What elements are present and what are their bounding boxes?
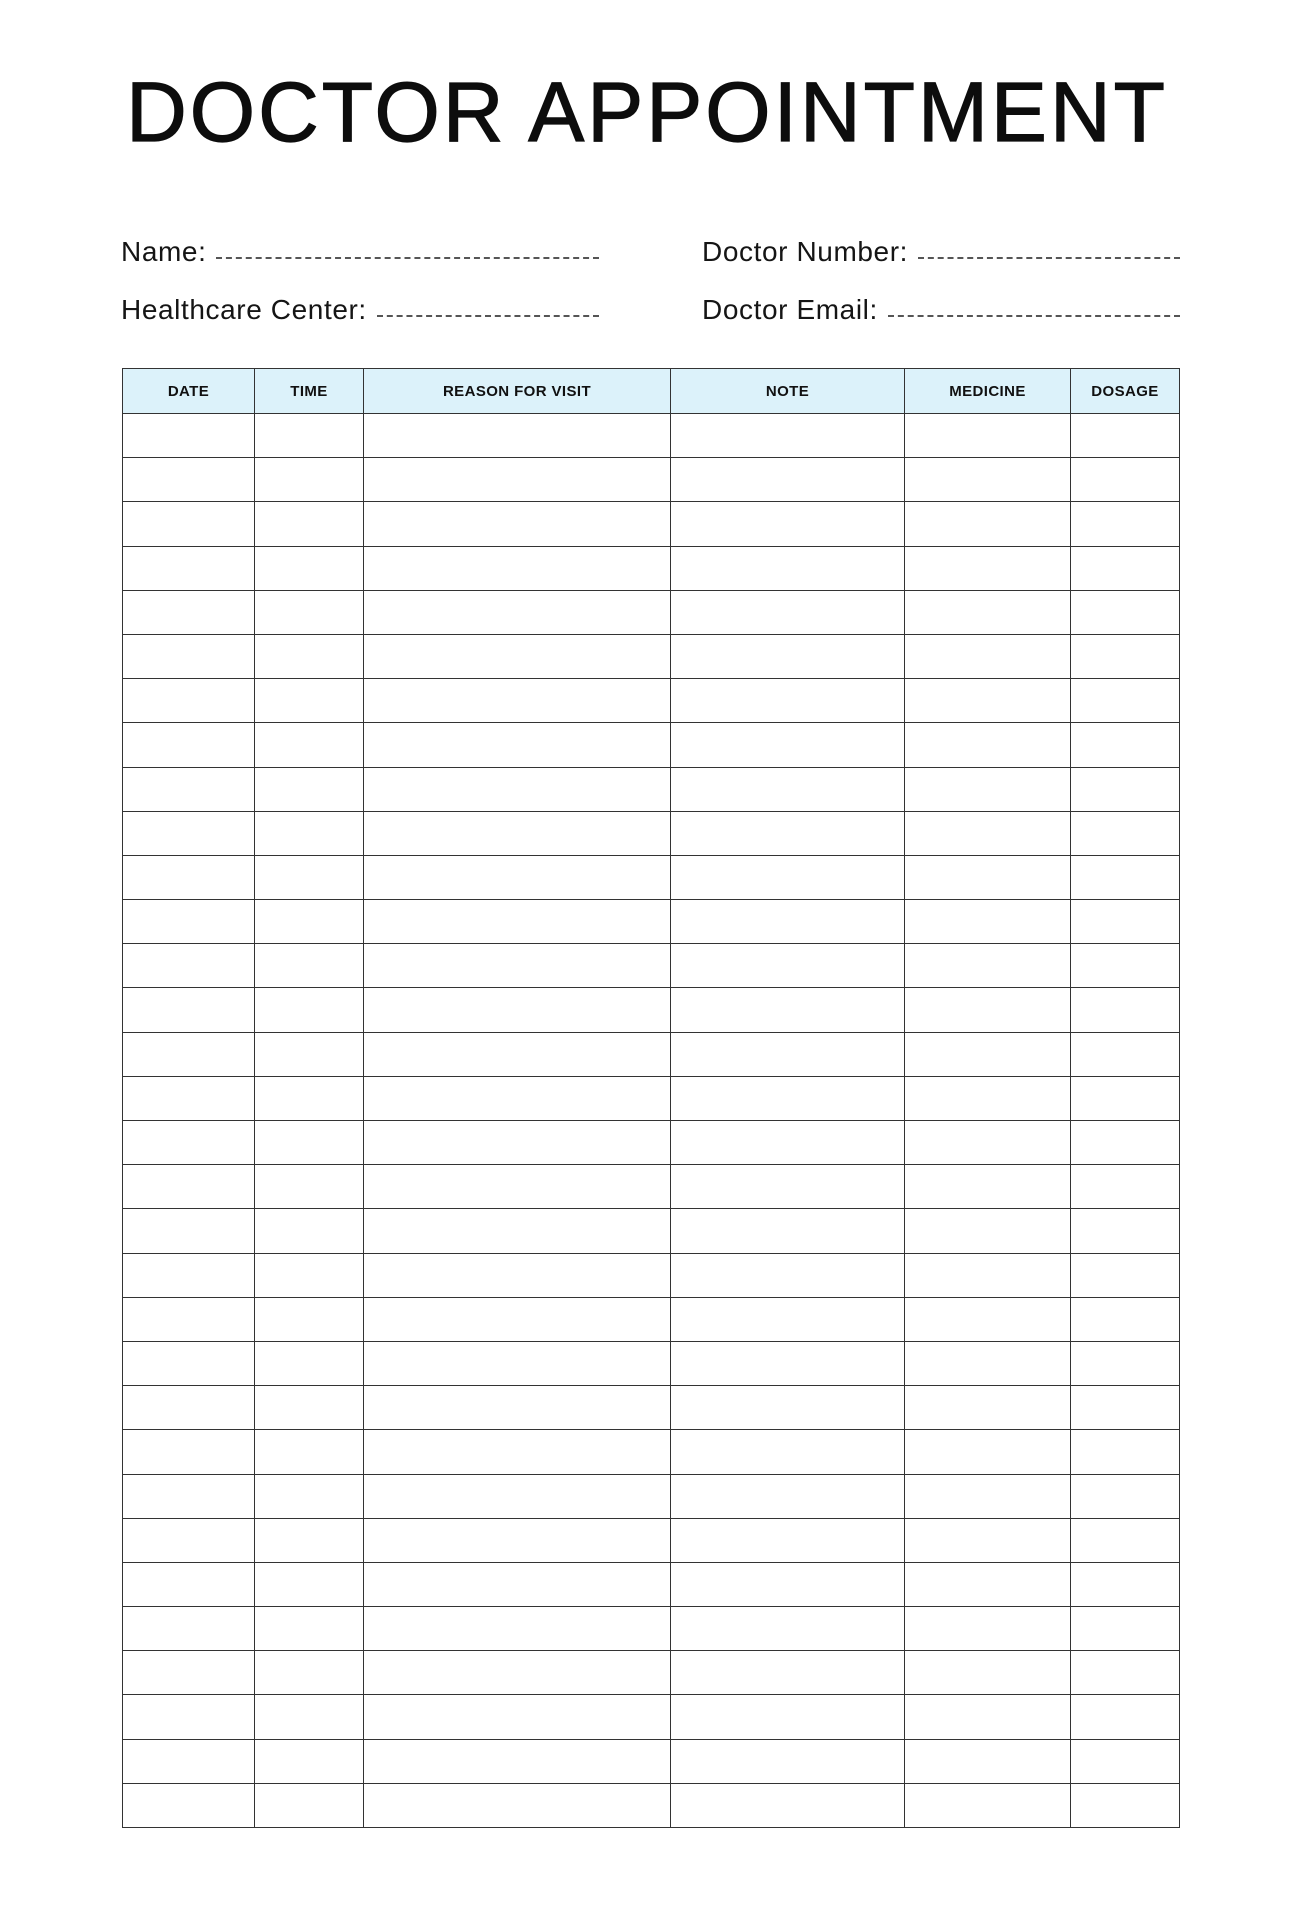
cell-note[interactable] bbox=[671, 1297, 905, 1341]
cell-reason[interactable] bbox=[364, 1032, 671, 1076]
cell-date[interactable] bbox=[123, 900, 255, 944]
cell-reason[interactable] bbox=[364, 1739, 671, 1783]
cell-dosage[interactable] bbox=[1071, 988, 1180, 1032]
cell-reason[interactable] bbox=[364, 679, 671, 723]
cell-date[interactable] bbox=[123, 1121, 255, 1165]
cell-reason[interactable] bbox=[364, 414, 671, 458]
cell-note[interactable] bbox=[671, 590, 905, 634]
table-row bbox=[123, 767, 1180, 811]
cell-medicine[interactable] bbox=[905, 1341, 1071, 1385]
cell-time[interactable] bbox=[255, 1651, 364, 1695]
cell-date[interactable] bbox=[123, 1562, 255, 1606]
doctor-email-input-line[interactable] bbox=[888, 314, 1180, 317]
table-row bbox=[123, 414, 1180, 458]
cell-note[interactable] bbox=[671, 1474, 905, 1518]
cell-note[interactable] bbox=[671, 502, 905, 546]
cell-time[interactable] bbox=[255, 1165, 364, 1209]
cell-dosage[interactable] bbox=[1071, 1386, 1180, 1430]
cell-note[interactable] bbox=[671, 1165, 905, 1209]
cell-note[interactable] bbox=[671, 1518, 905, 1562]
cell-medicine[interactable] bbox=[905, 634, 1071, 678]
cell-medicine[interactable] bbox=[905, 900, 1071, 944]
cell-reason[interactable] bbox=[364, 1297, 671, 1341]
cell-time[interactable] bbox=[255, 1562, 364, 1606]
cell-medicine[interactable] bbox=[905, 590, 1071, 634]
cell-date[interactable] bbox=[123, 1076, 255, 1120]
page-title: DOCTOR APPOINTMENT bbox=[126, 65, 1168, 159]
cell-note[interactable] bbox=[671, 1253, 905, 1297]
cell-date[interactable] bbox=[123, 1165, 255, 1209]
cell-medicine[interactable] bbox=[905, 1297, 1071, 1341]
cell-reason[interactable] bbox=[364, 590, 671, 634]
appointment-table bbox=[122, 368, 1180, 1828]
column-header-reason: REASON FOR VISIT bbox=[364, 369, 671, 414]
table-row bbox=[123, 944, 1180, 988]
cell-time[interactable] bbox=[255, 1253, 364, 1297]
cell-medicine[interactable] bbox=[905, 1253, 1071, 1297]
cell-dosage[interactable] bbox=[1071, 900, 1180, 944]
cell-medicine[interactable] bbox=[905, 944, 1071, 988]
table-row bbox=[123, 1032, 1180, 1076]
cell-date[interactable] bbox=[123, 1253, 255, 1297]
cell-date[interactable] bbox=[123, 634, 255, 678]
cell-time[interactable] bbox=[255, 944, 364, 988]
table-row bbox=[123, 1297, 1180, 1341]
cell-time[interactable] bbox=[255, 1032, 364, 1076]
cell-time[interactable] bbox=[255, 1695, 364, 1739]
table-row bbox=[123, 1651, 1180, 1695]
name-field[interactable] bbox=[121, 236, 599, 268]
cell-medicine[interactable] bbox=[905, 988, 1071, 1032]
cell-time[interactable] bbox=[255, 723, 364, 767]
cell-time[interactable] bbox=[255, 1209, 364, 1253]
healthcare-center-field[interactable] bbox=[121, 294, 599, 326]
cell-time[interactable] bbox=[255, 679, 364, 723]
table-row bbox=[123, 1430, 1180, 1474]
cell-dosage[interactable] bbox=[1071, 1783, 1180, 1827]
cell-dosage[interactable] bbox=[1071, 590, 1180, 634]
table-row bbox=[123, 1341, 1180, 1385]
healthcare-center-label: Healthcare Center: bbox=[121, 294, 367, 325]
cell-medicine[interactable] bbox=[905, 1607, 1071, 1651]
cell-note[interactable] bbox=[671, 855, 905, 899]
cell-reason[interactable] bbox=[364, 458, 671, 502]
cell-dosage[interactable] bbox=[1071, 1297, 1180, 1341]
doctor-number-field[interactable] bbox=[702, 236, 1180, 268]
cell-time[interactable] bbox=[255, 900, 364, 944]
table-row bbox=[123, 1386, 1180, 1430]
cell-date[interactable] bbox=[123, 590, 255, 634]
doctor-email-field[interactable] bbox=[702, 294, 1180, 326]
cell-time[interactable] bbox=[255, 634, 364, 678]
cell-reason[interactable] bbox=[364, 988, 671, 1032]
cell-medicine[interactable] bbox=[905, 1386, 1071, 1430]
cell-time[interactable] bbox=[255, 767, 364, 811]
cell-date[interactable] bbox=[123, 414, 255, 458]
cell-medicine[interactable] bbox=[905, 546, 1071, 590]
cell-note[interactable] bbox=[671, 988, 905, 1032]
cell-reason[interactable] bbox=[364, 1430, 671, 1474]
cell-note[interactable] bbox=[671, 458, 905, 502]
cell-date[interactable] bbox=[123, 679, 255, 723]
cell-date[interactable] bbox=[123, 1386, 255, 1430]
cell-time[interactable] bbox=[255, 458, 364, 502]
doctor-email-label: Doctor Email: bbox=[702, 294, 878, 325]
cell-reason[interactable] bbox=[364, 1209, 671, 1253]
healthcare-center-input-line[interactable] bbox=[377, 314, 599, 317]
cell-note[interactable] bbox=[671, 1076, 905, 1120]
cell-dosage[interactable] bbox=[1071, 414, 1180, 458]
cell-reason[interactable] bbox=[364, 723, 671, 767]
cell-reason[interactable] bbox=[364, 1253, 671, 1297]
table-header-row bbox=[123, 369, 1180, 414]
cell-reason[interactable] bbox=[364, 1695, 671, 1739]
cell-reason[interactable] bbox=[364, 1518, 671, 1562]
cell-reason[interactable] bbox=[364, 1651, 671, 1695]
cell-dosage[interactable] bbox=[1071, 1076, 1180, 1120]
cell-time[interactable] bbox=[255, 1341, 364, 1385]
table-row bbox=[123, 1121, 1180, 1165]
cell-dosage[interactable] bbox=[1071, 1209, 1180, 1253]
table-row bbox=[123, 458, 1180, 502]
cell-time[interactable] bbox=[255, 811, 364, 855]
cell-note[interactable] bbox=[671, 1341, 905, 1385]
cell-dosage[interactable] bbox=[1071, 1341, 1180, 1385]
cell-reason[interactable] bbox=[364, 502, 671, 546]
cell-date[interactable] bbox=[123, 988, 255, 1032]
cell-dosage[interactable] bbox=[1071, 1474, 1180, 1518]
cell-medicine[interactable] bbox=[905, 1783, 1071, 1827]
cell-time[interactable] bbox=[255, 988, 364, 1032]
cell-note[interactable] bbox=[671, 944, 905, 988]
cell-medicine[interactable] bbox=[905, 1209, 1071, 1253]
table-row bbox=[123, 679, 1180, 723]
cell-dosage[interactable] bbox=[1071, 458, 1180, 502]
cell-medicine[interactable] bbox=[905, 1430, 1071, 1474]
table-row bbox=[123, 1739, 1180, 1783]
cell-note[interactable] bbox=[671, 414, 905, 458]
cell-date[interactable] bbox=[123, 811, 255, 855]
cell-reason[interactable] bbox=[364, 855, 671, 899]
cell-medicine[interactable] bbox=[905, 1695, 1071, 1739]
cell-dosage[interactable] bbox=[1071, 944, 1180, 988]
cell-dosage[interactable] bbox=[1071, 1562, 1180, 1606]
column-header-note: NOTE bbox=[671, 369, 905, 414]
table-row bbox=[123, 1076, 1180, 1120]
cell-medicine[interactable] bbox=[905, 458, 1071, 502]
cell-time[interactable] bbox=[255, 1607, 364, 1651]
table-row bbox=[123, 1165, 1180, 1209]
cell-note[interactable] bbox=[671, 1209, 905, 1253]
cell-date[interactable] bbox=[123, 944, 255, 988]
cell-dosage[interactable] bbox=[1071, 502, 1180, 546]
cell-dosage[interactable] bbox=[1071, 1695, 1180, 1739]
column-header-date: DATE bbox=[123, 369, 255, 414]
cell-date[interactable] bbox=[123, 1518, 255, 1562]
cell-dosage[interactable] bbox=[1071, 1651, 1180, 1695]
table-row bbox=[123, 723, 1180, 767]
cell-medicine[interactable] bbox=[905, 855, 1071, 899]
cell-reason[interactable] bbox=[364, 546, 671, 590]
cell-time[interactable] bbox=[255, 1739, 364, 1783]
column-header-dosage: DOSAGE bbox=[1071, 369, 1180, 414]
cell-medicine[interactable] bbox=[905, 1518, 1071, 1562]
cell-note[interactable] bbox=[671, 1739, 905, 1783]
cell-medicine[interactable] bbox=[905, 1651, 1071, 1695]
table-row bbox=[123, 1607, 1180, 1651]
cell-reason[interactable] bbox=[364, 944, 671, 988]
cell-date[interactable] bbox=[123, 1739, 255, 1783]
cell-note[interactable] bbox=[671, 1121, 905, 1165]
table-row bbox=[123, 1695, 1180, 1739]
cell-time[interactable] bbox=[255, 1474, 364, 1518]
cell-time[interactable] bbox=[255, 1121, 364, 1165]
cell-dosage[interactable] bbox=[1071, 1739, 1180, 1783]
table-row bbox=[123, 900, 1180, 944]
table-row bbox=[123, 502, 1180, 546]
name-label: Name: bbox=[121, 236, 207, 267]
cell-reason[interactable] bbox=[364, 767, 671, 811]
table-row bbox=[123, 546, 1180, 590]
cell-dosage[interactable] bbox=[1071, 546, 1180, 590]
cell-reason[interactable] bbox=[364, 1076, 671, 1120]
cell-date[interactable] bbox=[123, 767, 255, 811]
cell-date[interactable] bbox=[123, 1430, 255, 1474]
cell-dosage[interactable] bbox=[1071, 811, 1180, 855]
table-row bbox=[123, 590, 1180, 634]
table-row bbox=[123, 1253, 1180, 1297]
cell-medicine[interactable] bbox=[905, 723, 1071, 767]
column-header-medicine: MEDICINE bbox=[905, 369, 1071, 414]
cell-medicine[interactable] bbox=[905, 767, 1071, 811]
cell-time[interactable] bbox=[255, 855, 364, 899]
cell-date[interactable] bbox=[123, 546, 255, 590]
cell-reason[interactable] bbox=[364, 1783, 671, 1827]
table-row bbox=[123, 1562, 1180, 1606]
cell-reason[interactable] bbox=[364, 1474, 671, 1518]
cell-reason[interactable] bbox=[364, 1121, 671, 1165]
cell-time[interactable] bbox=[255, 502, 364, 546]
cell-medicine[interactable] bbox=[905, 811, 1071, 855]
cell-dosage[interactable] bbox=[1071, 767, 1180, 811]
cell-dosage[interactable] bbox=[1071, 855, 1180, 899]
name-input-line[interactable] bbox=[216, 256, 599, 259]
cell-dosage[interactable] bbox=[1071, 1032, 1180, 1076]
cell-note[interactable] bbox=[671, 1651, 905, 1695]
cell-time[interactable] bbox=[255, 414, 364, 458]
table-row bbox=[123, 811, 1180, 855]
cell-time[interactable] bbox=[255, 1297, 364, 1341]
cell-reason[interactable] bbox=[364, 900, 671, 944]
cell-date[interactable] bbox=[123, 1209, 255, 1253]
cell-dosage[interactable] bbox=[1071, 634, 1180, 678]
cell-time[interactable] bbox=[255, 1518, 364, 1562]
cell-dosage[interactable] bbox=[1071, 1607, 1180, 1651]
cell-time[interactable] bbox=[255, 1076, 364, 1120]
cell-note[interactable] bbox=[671, 811, 905, 855]
cell-medicine[interactable] bbox=[905, 1562, 1071, 1606]
cell-medicine[interactable] bbox=[905, 1121, 1071, 1165]
cell-reason[interactable] bbox=[364, 1165, 671, 1209]
table-row bbox=[123, 634, 1180, 678]
cell-date[interactable] bbox=[123, 502, 255, 546]
cell-date[interactable] bbox=[123, 1607, 255, 1651]
cell-reason[interactable] bbox=[364, 634, 671, 678]
cell-medicine[interactable] bbox=[905, 1032, 1071, 1076]
cell-note[interactable] bbox=[671, 546, 905, 590]
table-body bbox=[123, 414, 1180, 1828]
cell-time[interactable] bbox=[255, 1783, 364, 1827]
cell-medicine[interactable] bbox=[905, 1076, 1071, 1120]
cell-date[interactable] bbox=[123, 1341, 255, 1385]
cell-medicine[interactable] bbox=[905, 679, 1071, 723]
cell-date[interactable] bbox=[123, 1695, 255, 1739]
cell-reason[interactable] bbox=[364, 1607, 671, 1651]
cell-reason[interactable] bbox=[364, 1386, 671, 1430]
cell-note[interactable] bbox=[671, 1386, 905, 1430]
cell-note[interactable] bbox=[671, 767, 905, 811]
cell-note[interactable] bbox=[671, 1783, 905, 1827]
cell-medicine[interactable] bbox=[905, 1739, 1071, 1783]
table-row bbox=[123, 1474, 1180, 1518]
cell-date[interactable] bbox=[123, 1651, 255, 1695]
cell-note[interactable] bbox=[671, 900, 905, 944]
cell-dosage[interactable] bbox=[1071, 679, 1180, 723]
table-row bbox=[123, 1783, 1180, 1827]
cell-medicine[interactable] bbox=[905, 414, 1071, 458]
cell-note[interactable] bbox=[671, 679, 905, 723]
cell-time[interactable] bbox=[255, 1386, 364, 1430]
cell-note[interactable] bbox=[671, 1562, 905, 1606]
doctor-number-label: Doctor Number: bbox=[702, 236, 909, 267]
table-row bbox=[123, 855, 1180, 899]
cell-medicine[interactable] bbox=[905, 1165, 1071, 1209]
cell-medicine[interactable] bbox=[905, 1474, 1071, 1518]
cell-reason[interactable] bbox=[364, 811, 671, 855]
cell-note[interactable] bbox=[671, 1032, 905, 1076]
cell-note[interactable] bbox=[671, 1430, 905, 1474]
cell-note[interactable] bbox=[671, 1695, 905, 1739]
cell-medicine[interactable] bbox=[905, 502, 1071, 546]
table-row bbox=[123, 1518, 1180, 1562]
table-row bbox=[123, 1209, 1180, 1253]
cell-date[interactable] bbox=[123, 458, 255, 502]
cell-dosage[interactable] bbox=[1071, 1121, 1180, 1165]
cell-date[interactable] bbox=[123, 1032, 255, 1076]
cell-note[interactable] bbox=[671, 634, 905, 678]
cell-dosage[interactable] bbox=[1071, 1165, 1180, 1209]
column-header-time: TIME bbox=[255, 369, 364, 414]
cell-date[interactable] bbox=[123, 1474, 255, 1518]
cell-date[interactable] bbox=[123, 1297, 255, 1341]
cell-dosage[interactable] bbox=[1071, 723, 1180, 767]
cell-time[interactable] bbox=[255, 546, 364, 590]
cell-note[interactable] bbox=[671, 723, 905, 767]
cell-date[interactable] bbox=[123, 723, 255, 767]
cell-time[interactable] bbox=[255, 590, 364, 634]
cell-dosage[interactable] bbox=[1071, 1253, 1180, 1297]
cell-note[interactable] bbox=[671, 1607, 905, 1651]
cell-reason[interactable] bbox=[364, 1562, 671, 1606]
cell-date[interactable] bbox=[123, 1783, 255, 1827]
cell-time[interactable] bbox=[255, 1430, 364, 1474]
cell-reason[interactable] bbox=[364, 1341, 671, 1385]
cell-dosage[interactable] bbox=[1071, 1518, 1180, 1562]
cell-date[interactable] bbox=[123, 855, 255, 899]
table-row bbox=[123, 988, 1180, 1032]
cell-dosage[interactable] bbox=[1071, 1430, 1180, 1474]
doctor-number-input-line[interactable] bbox=[918, 256, 1180, 259]
